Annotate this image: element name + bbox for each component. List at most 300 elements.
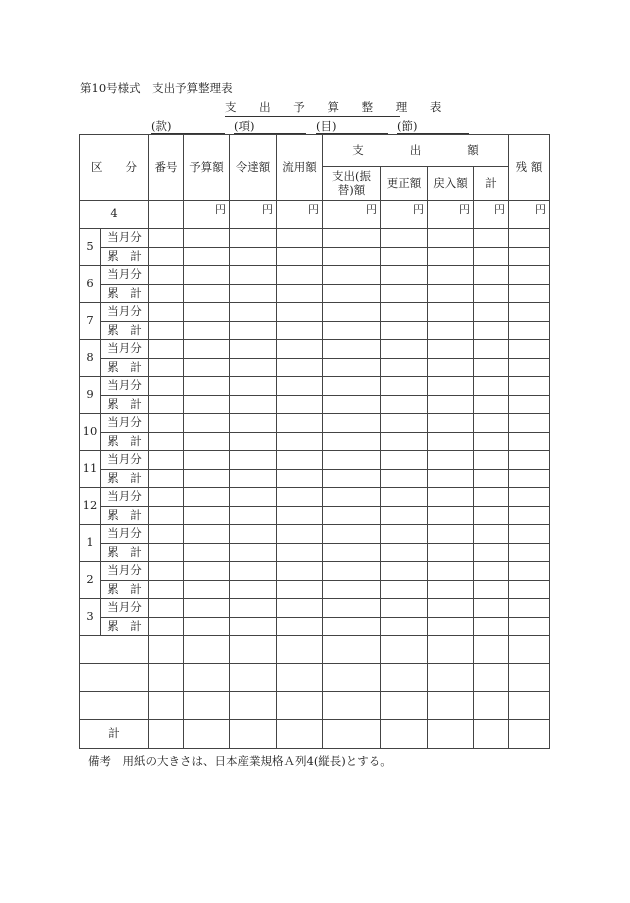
value-cell[interactable] [149, 322, 184, 340]
value-cell[interactable] [381, 599, 428, 618]
value-cell[interactable] [184, 266, 230, 285]
header-expenditure-transfer: 支出(振替)額 [323, 167, 381, 201]
value-cell[interactable] [277, 581, 323, 599]
value-cell[interactable] [323, 433, 381, 451]
value-cell[interactable] [474, 507, 509, 525]
value-cell[interactable] [149, 377, 184, 396]
value-cell[interactable] [277, 285, 323, 303]
value-cell[interactable] [381, 303, 428, 322]
value-cell[interactable] [428, 322, 474, 340]
value-cell[interactable] [474, 433, 509, 451]
row-label-cumulative: 累 計 [101, 470, 149, 488]
value-cell[interactable] [184, 562, 230, 581]
value-cell[interactable] [230, 581, 277, 599]
table-row [80, 581, 550, 599]
value-cell[interactable] [323, 636, 381, 664]
value-cell[interactable] [509, 636, 550, 664]
row-label-current: 当月分 [101, 562, 149, 581]
value-cell[interactable] [230, 692, 277, 720]
value-cell[interactable] [149, 636, 184, 664]
value-cell[interactable] [184, 664, 230, 692]
value-cell[interactable] [277, 692, 323, 720]
yen-unit: 円 [323, 201, 381, 229]
value-cell[interactable] [474, 322, 509, 340]
value-cell[interactable] [230, 285, 277, 303]
value-cell[interactable] [149, 507, 184, 525]
month-cell: 5 [80, 229, 101, 266]
table-row [80, 562, 550, 581]
value-cell[interactable] [474, 488, 509, 507]
value-cell[interactable] [184, 229, 230, 248]
value-cell[interactable] [428, 433, 474, 451]
value-cell[interactable] [509, 599, 550, 618]
yen-unit: 円 [381, 201, 428, 229]
value-cell[interactable] [149, 248, 184, 266]
value-cell[interactable] [230, 720, 277, 749]
value-cell[interactable] [428, 599, 474, 618]
value-cell[interactable] [474, 266, 509, 285]
start-month-cell: 4 [80, 201, 149, 229]
value-cell[interactable] [474, 636, 509, 664]
value-cell[interactable] [277, 322, 323, 340]
value-cell[interactable] [277, 470, 323, 488]
value-cell[interactable] [474, 340, 509, 359]
account-field-kan: (款) [151, 118, 225, 134]
value-cell[interactable] [149, 451, 184, 470]
value-cell[interactable] [474, 525, 509, 544]
value-cell[interactable] [277, 451, 323, 470]
value-cell[interactable] [509, 618, 550, 636]
value-cell[interactable] [277, 414, 323, 433]
row-label-current: 当月分 [101, 451, 149, 470]
header-balance: 残 額 [509, 135, 550, 201]
value-cell[interactable] [277, 377, 323, 396]
value-cell[interactable] [323, 266, 381, 285]
value-cell[interactable] [184, 636, 230, 664]
value-cell[interactable] [230, 525, 277, 544]
table-row [80, 229, 550, 248]
value-cell[interactable] [149, 692, 184, 720]
value-cell[interactable] [230, 562, 277, 581]
table-row [80, 359, 550, 377]
value-cell[interactable] [381, 285, 428, 303]
account-field-moku: (目) [316, 118, 388, 134]
value-cell[interactable] [509, 248, 550, 266]
value-cell[interactable] [428, 248, 474, 266]
value-cell[interactable] [381, 636, 428, 664]
value-cell[interactable] [381, 544, 428, 562]
value-cell[interactable] [381, 581, 428, 599]
row-label-cumulative: 累 計 [101, 359, 149, 377]
value-cell[interactable] [509, 285, 550, 303]
value-cell[interactable] [149, 618, 184, 636]
value-cell[interactable] [381, 692, 428, 720]
value-cell[interactable] [323, 340, 381, 359]
value-cell[interactable] [149, 359, 184, 377]
value-cell[interactable] [149, 720, 184, 749]
month-cell: 6 [80, 266, 101, 303]
value-cell[interactable] [323, 664, 381, 692]
header-allocation: 令達額 [230, 135, 277, 201]
value-cell[interactable] [428, 414, 474, 433]
value-cell[interactable] [149, 581, 184, 599]
value-cell[interactable] [474, 359, 509, 377]
value-cell[interactable] [381, 507, 428, 525]
value-cell[interactable] [428, 396, 474, 414]
value-cell[interactable] [381, 488, 428, 507]
month-cell: 12 [80, 488, 101, 525]
blank-row [80, 636, 550, 664]
header-budget: 予算額 [184, 135, 230, 201]
value-cell[interactable] [428, 720, 474, 749]
value-cell[interactable] [230, 414, 277, 433]
value-cell[interactable] [184, 525, 230, 544]
value-cell[interactable] [323, 229, 381, 248]
header-category: 区 分 [80, 135, 149, 201]
value-cell[interactable] [428, 562, 474, 581]
value-cell[interactable] [184, 581, 230, 599]
row-label-cumulative: 累 計 [101, 581, 149, 599]
value-cell[interactable] [230, 451, 277, 470]
value-cell[interactable] [230, 303, 277, 322]
row-label-current: 当月分 [101, 525, 149, 544]
table-row [80, 340, 550, 359]
value-cell[interactable] [509, 396, 550, 414]
value-cell[interactable] [184, 488, 230, 507]
table-row [80, 599, 550, 618]
value-cell[interactable] [428, 229, 474, 248]
table-row [80, 266, 550, 285]
value-cell[interactable] [277, 266, 323, 285]
value-cell[interactable] [277, 720, 323, 749]
value-cell[interactable] [230, 488, 277, 507]
value-cell[interactable] [509, 359, 550, 377]
value-cell[interactable] [509, 507, 550, 525]
value-cell[interactable] [230, 618, 277, 636]
value-cell[interactable] [323, 470, 381, 488]
value-cell[interactable] [184, 359, 230, 377]
value-cell[interactable] [184, 396, 230, 414]
value-cell[interactable] [323, 396, 381, 414]
table-row [80, 451, 550, 470]
blank-row [80, 692, 550, 720]
value-cell[interactable] [184, 618, 230, 636]
header-expenditure-group: 支 出 額 [323, 135, 509, 167]
value-cell[interactable] [381, 396, 428, 414]
yen-unit: 円 [184, 201, 230, 229]
value-cell[interactable] [509, 720, 550, 749]
value-cell[interactable] [323, 285, 381, 303]
blank-category-cell[interactable] [80, 636, 149, 664]
value-cell[interactable] [509, 266, 550, 285]
value-cell[interactable] [428, 525, 474, 544]
value-cell[interactable] [428, 340, 474, 359]
value-cell[interactable] [184, 451, 230, 470]
value-cell[interactable] [184, 322, 230, 340]
value-cell[interactable] [381, 451, 428, 470]
value-cell[interactable] [381, 664, 428, 692]
value-cell[interactable] [149, 664, 184, 692]
value-cell[interactable] [230, 544, 277, 562]
total-label: 計 [80, 720, 149, 749]
value-cell[interactable] [428, 451, 474, 470]
value-cell[interactable] [474, 470, 509, 488]
header-expenditure-total: 計 [474, 167, 509, 201]
value-cell[interactable] [323, 377, 381, 396]
value-cell[interactable] [323, 599, 381, 618]
value-cell[interactable] [230, 229, 277, 248]
value-cell[interactable] [509, 692, 550, 720]
value-cell[interactable] [323, 618, 381, 636]
value-cell[interactable] [428, 581, 474, 599]
value-cell[interactable] [149, 544, 184, 562]
value-cell[interactable] [277, 433, 323, 451]
value-cell[interactable] [184, 248, 230, 266]
value-cell[interactable] [428, 692, 474, 720]
value-cell[interactable] [323, 525, 381, 544]
value-cell[interactable] [277, 544, 323, 562]
value-cell[interactable] [277, 396, 323, 414]
value-cell[interactable] [277, 562, 323, 581]
value-cell[interactable] [381, 433, 428, 451]
value-cell[interactable] [474, 229, 509, 248]
value-cell[interactable] [509, 488, 550, 507]
value-cell[interactable] [149, 433, 184, 451]
yen-unit: 円 [428, 201, 474, 229]
value-cell[interactable] [428, 359, 474, 377]
value-cell[interactable] [149, 396, 184, 414]
value-cell[interactable] [474, 396, 509, 414]
value-cell[interactable] [381, 720, 428, 749]
table-row [80, 525, 550, 544]
value-cell[interactable] [474, 581, 509, 599]
account-field-setsu: (節) [397, 118, 469, 134]
row-label-cumulative: 累 計 [101, 396, 149, 414]
value-cell[interactable] [184, 433, 230, 451]
value-cell[interactable] [149, 470, 184, 488]
value-cell[interactable] [381, 618, 428, 636]
value-cell[interactable] [474, 377, 509, 396]
value-cell[interactable] [277, 507, 323, 525]
value-cell[interactable] [509, 340, 550, 359]
value-cell[interactable] [184, 377, 230, 396]
value-cell[interactable] [381, 525, 428, 544]
value-cell[interactable] [323, 507, 381, 525]
value-cell[interactable] [474, 285, 509, 303]
value-cell[interactable] [474, 562, 509, 581]
blank-category-cell[interactable] [80, 664, 149, 692]
value-cell[interactable] [149, 525, 184, 544]
value-cell[interactable] [474, 303, 509, 322]
value-cell[interactable] [509, 470, 550, 488]
table-row [80, 488, 550, 507]
value-cell[interactable] [381, 377, 428, 396]
value-cell[interactable] [184, 720, 230, 749]
value-cell[interactable] [230, 340, 277, 359]
value-cell[interactable] [474, 248, 509, 266]
value-cell[interactable] [323, 248, 381, 266]
value-cell[interactable] [509, 544, 550, 562]
value-cell[interactable] [230, 636, 277, 664]
value-cell[interactable] [323, 414, 381, 433]
value-cell[interactable] [428, 285, 474, 303]
value-cell[interactable] [428, 470, 474, 488]
value-cell[interactable] [149, 285, 184, 303]
table-row [80, 322, 550, 340]
value-cell[interactable] [277, 599, 323, 618]
value-cell[interactable] [277, 248, 323, 266]
value-cell[interactable] [323, 488, 381, 507]
value-cell[interactable] [428, 636, 474, 664]
value-cell[interactable] [230, 322, 277, 340]
value-cell[interactable] [474, 618, 509, 636]
value-cell[interactable] [474, 544, 509, 562]
value-cell[interactable] [149, 599, 184, 618]
value-cell[interactable] [474, 664, 509, 692]
row-label-current: 当月分 [101, 266, 149, 285]
header-refund: 戻入額 [428, 167, 474, 201]
value-cell[interactable] [184, 303, 230, 322]
value-cell[interactable] [323, 359, 381, 377]
value-cell[interactable] [277, 488, 323, 507]
value-cell[interactable] [474, 414, 509, 433]
value-cell[interactable] [230, 377, 277, 396]
value-cell[interactable] [428, 544, 474, 562]
total-row [80, 720, 550, 749]
value-cell[interactable] [381, 248, 428, 266]
month-cell: 7 [80, 303, 101, 340]
value-cell[interactable] [184, 340, 230, 359]
value-cell[interactable] [184, 544, 230, 562]
value-cell[interactable] [277, 618, 323, 636]
value-cell[interactable] [428, 664, 474, 692]
row-label-cumulative: 累 計 [101, 507, 149, 525]
value-cell[interactable] [381, 562, 428, 581]
value-cell[interactable] [509, 414, 550, 433]
yen-unit: 円 [509, 201, 550, 229]
value-cell[interactable] [230, 470, 277, 488]
row-label-cumulative: 累 計 [101, 618, 149, 636]
value-cell[interactable] [184, 285, 230, 303]
value-cell[interactable] [323, 692, 381, 720]
value-cell[interactable] [149, 303, 184, 322]
value-cell[interactable] [277, 664, 323, 692]
value-cell[interactable] [323, 451, 381, 470]
value-cell[interactable] [184, 599, 230, 618]
value-cell[interactable] [277, 525, 323, 544]
value-cell[interactable] [230, 507, 277, 525]
value-cell[interactable] [184, 470, 230, 488]
value-cell[interactable] [277, 359, 323, 377]
blank-category-cell[interactable] [80, 692, 149, 720]
value-cell[interactable] [230, 433, 277, 451]
value-cell[interactable] [381, 266, 428, 285]
number-cell[interactable] [149, 201, 184, 229]
value-cell[interactable] [509, 581, 550, 599]
value-cell[interactable] [474, 720, 509, 749]
table-row [80, 544, 550, 562]
value-cell[interactable] [474, 451, 509, 470]
row-label-current: 当月分 [101, 414, 149, 433]
table-row [80, 377, 550, 396]
value-cell[interactable] [184, 692, 230, 720]
value-cell[interactable] [428, 377, 474, 396]
table-row [80, 433, 550, 451]
value-cell[interactable] [230, 664, 277, 692]
month-cell: 10 [80, 414, 101, 451]
value-cell[interactable] [149, 340, 184, 359]
value-cell[interactable] [277, 229, 323, 248]
row-label-cumulative: 累 計 [101, 322, 149, 340]
row-label-current: 当月分 [101, 229, 149, 248]
header-number: 番号 [149, 135, 184, 201]
value-cell[interactable] [428, 618, 474, 636]
budget-table [79, 134, 550, 749]
value-cell[interactable] [230, 359, 277, 377]
table-row [80, 248, 550, 266]
value-cell[interactable] [230, 599, 277, 618]
table-row [80, 303, 550, 322]
value-cell[interactable] [230, 396, 277, 414]
value-cell[interactable] [323, 720, 381, 749]
value-cell[interactable] [509, 229, 550, 248]
value-cell[interactable] [277, 303, 323, 322]
value-cell[interactable] [230, 266, 277, 285]
value-cell[interactable] [323, 581, 381, 599]
value-cell[interactable] [277, 340, 323, 359]
value-cell[interactable] [149, 488, 184, 507]
form-label: 第10号様式 支出予算整理表 [80, 81, 233, 95]
value-cell[interactable] [184, 507, 230, 525]
table-row [80, 507, 550, 525]
value-cell[interactable] [230, 248, 277, 266]
value-cell[interactable] [323, 303, 381, 322]
value-cell[interactable] [509, 303, 550, 322]
value-cell[interactable] [323, 562, 381, 581]
value-cell[interactable] [509, 322, 550, 340]
value-cell[interactable] [428, 507, 474, 525]
value-cell[interactable] [381, 414, 428, 433]
value-cell[interactable] [509, 451, 550, 470]
value-cell[interactable] [277, 636, 323, 664]
value-cell[interactable] [323, 544, 381, 562]
month-cell: 9 [80, 377, 101, 414]
value-cell[interactable] [474, 599, 509, 618]
value-cell[interactable] [509, 664, 550, 692]
remarks: 備考 用紙の大きさは、日本産業規格Ａ列4(縦長)とする。 [88, 754, 392, 768]
value-cell[interactable] [149, 266, 184, 285]
value-cell[interactable] [428, 488, 474, 507]
value-cell[interactable] [381, 470, 428, 488]
value-cell[interactable] [474, 692, 509, 720]
value-cell[interactable] [381, 359, 428, 377]
value-cell[interactable] [428, 303, 474, 322]
value-cell[interactable] [381, 229, 428, 248]
value-cell[interactable] [323, 322, 381, 340]
value-cell[interactable] [509, 433, 550, 451]
value-cell[interactable] [184, 414, 230, 433]
value-cell[interactable] [381, 340, 428, 359]
value-cell[interactable] [381, 322, 428, 340]
value-cell[interactable] [509, 562, 550, 581]
value-cell[interactable] [149, 414, 184, 433]
value-cell[interactable] [149, 229, 184, 248]
value-cell[interactable] [509, 525, 550, 544]
table-row [80, 618, 550, 636]
value-cell[interactable] [509, 377, 550, 396]
value-cell[interactable] [149, 562, 184, 581]
value-cell[interactable] [428, 266, 474, 285]
